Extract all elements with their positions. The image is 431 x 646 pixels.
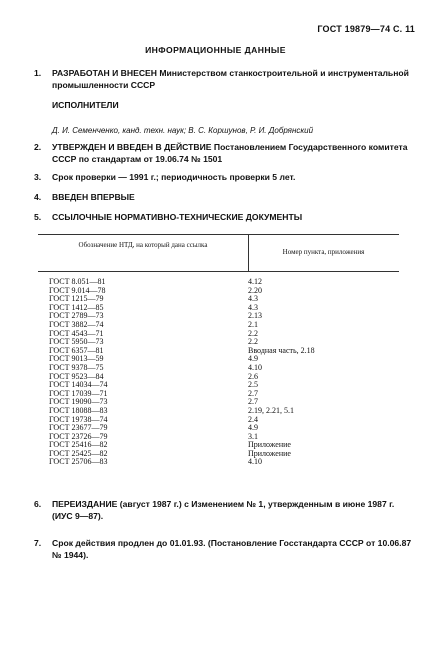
ref-number: 2.20: [248, 285, 262, 295]
ntd-code: ГОСТ 19090—73: [49, 397, 108, 407]
ntd-code: ГОСТ 5950—73: [49, 337, 104, 347]
ref-number: Приложение: [248, 440, 291, 450]
item-text: Срок проверки — 1991 г.; периодичность проверки 5 лет.: [52, 172, 296, 182]
ref-number: 2.19, 2.21, 5.1: [248, 405, 294, 415]
item-4: [34, 191, 415, 203]
ntd-code: ГОСТ 25416—82: [49, 440, 108, 450]
ntd-code: ГОСТ 1215—79: [49, 294, 104, 304]
table-body: [38, 278, 399, 467]
ref-number: 2.2: [248, 337, 258, 347]
ref-number: 2.7: [248, 397, 258, 407]
item-number: 4.: [34, 192, 42, 202]
item-text: УТВЕРЖДЕН И ВВЕДЕН В ДЕЙСТВИЕ Постановлением Государственного комитета СССР по стандартам от 19.06.74 № 1501: [52, 142, 408, 164]
ref-number: 2.6: [248, 371, 258, 381]
item-number: 5.: [34, 212, 42, 222]
ref-number: 2.2: [248, 328, 258, 338]
ref-number: 4.12: [248, 277, 262, 286]
item-number: 2.: [34, 142, 42, 152]
ntd-code: ГОСТ 1412—85: [49, 302, 104, 312]
table-row: [38, 458, 399, 467]
item-3: [34, 171, 415, 183]
ref-number: 2.5: [248, 380, 258, 390]
authors-text: Д. И. Семенченко, канд. техн. наук; В. С. Коршунов, Р. И. Добрянский: [52, 126, 314, 135]
item-number: 7.: [34, 538, 42, 548]
ref-number: 4.10: [248, 457, 262, 467]
ntd-code: ГОСТ 23726—79: [49, 431, 108, 441]
item-text: РАЗРАБОТАН И ВНЕСЕН Министерством станкостроительной и инструментальной промышленности СССР: [52, 68, 409, 90]
ntd-code: ГОСТ 4543—71: [49, 328, 104, 338]
item-number: 6.: [34, 499, 42, 509]
ntd-code: ГОСТ 17039—71: [49, 388, 108, 398]
executors-label: ИСПОЛНИТЕЛИ: [52, 100, 119, 110]
item-number: 1.: [34, 68, 42, 78]
ntd-code: ГОСТ 25425—82: [49, 448, 108, 458]
item-7: [34, 537, 415, 561]
ref-number: 4.9: [248, 354, 258, 364]
ref-number: 2.1: [248, 319, 258, 329]
references-table: [38, 234, 399, 467]
ntd-code: ГОСТ 9013—59: [49, 354, 104, 364]
item-text: ВВЕДЕН ВПЕРВЫЕ: [52, 192, 135, 202]
ref-number: 4.3: [248, 302, 258, 312]
ref-number: 4.3: [248, 294, 258, 304]
ntd-code: ГОСТ 23677—79: [49, 423, 108, 433]
ntd-code: ГОСТ 18088—83: [49, 405, 108, 415]
ntd-code: ГОСТ 9378—75: [49, 362, 104, 372]
item-number: 3.: [34, 172, 42, 182]
ntd-code: ГОСТ 9.014—78: [49, 285, 106, 295]
ntd-code: ГОСТ 14034—74: [49, 380, 108, 390]
ntd-code: ГОСТ 2789—73: [49, 311, 104, 321]
ref-number: 4.10: [248, 362, 262, 372]
item-6: [34, 498, 415, 522]
ntd-code: ГОСТ 19738—74: [49, 414, 108, 424]
ref-number: 2.7: [248, 388, 258, 398]
ref-number: 3.1: [248, 431, 258, 441]
authors-line: [52, 126, 313, 135]
ref-number: Вводная часть, 2.18: [248, 345, 315, 355]
page-header: ГОСТ 19879—74 С. 11: [317, 24, 415, 34]
ref-number: 2.13: [248, 311, 262, 321]
item-1: [34, 67, 415, 91]
item-text: ПЕРЕИЗДАНИЕ (август 1987 г.) с Изменением № 1, утвержденным в июне 1987 г. (ИУС 9—87).: [52, 499, 395, 521]
page-title: ИНФОРМАЦИОННЫЕ ДАННЫЕ: [145, 45, 286, 55]
table-header: [38, 234, 399, 272]
item-5: [34, 211, 415, 223]
ntd-code: ГОСТ 8.051—81: [49, 277, 106, 286]
item-text: Срок действия продлен до 01.01.93. (Постановление Госстандарта СССР от 10.06.87 № 1944).: [52, 538, 412, 560]
item-2: [34, 141, 415, 165]
ntd-code: ГОСТ 9523—84: [49, 371, 104, 381]
ref-number: 4.9: [248, 423, 258, 433]
ref-number: Приложение: [248, 448, 291, 458]
ref-number: 2.4: [248, 414, 258, 424]
item-text: ССЫЛОЧНЫЕ НОРМАТИВНО-ТЕХНИЧЕСКИЕ ДОКУМЕНТЫ: [52, 212, 303, 222]
col2-header: Номер пункта, приложения: [282, 248, 365, 256]
col1-header: Обозначение НТД, на который дана ссылка: [78, 241, 208, 249]
ntd-code: ГОСТ 3882—74: [49, 319, 104, 329]
ntd-code: ГОСТ 6357—81: [49, 345, 104, 355]
ntd-code: ГОСТ 25706—83: [49, 457, 108, 467]
